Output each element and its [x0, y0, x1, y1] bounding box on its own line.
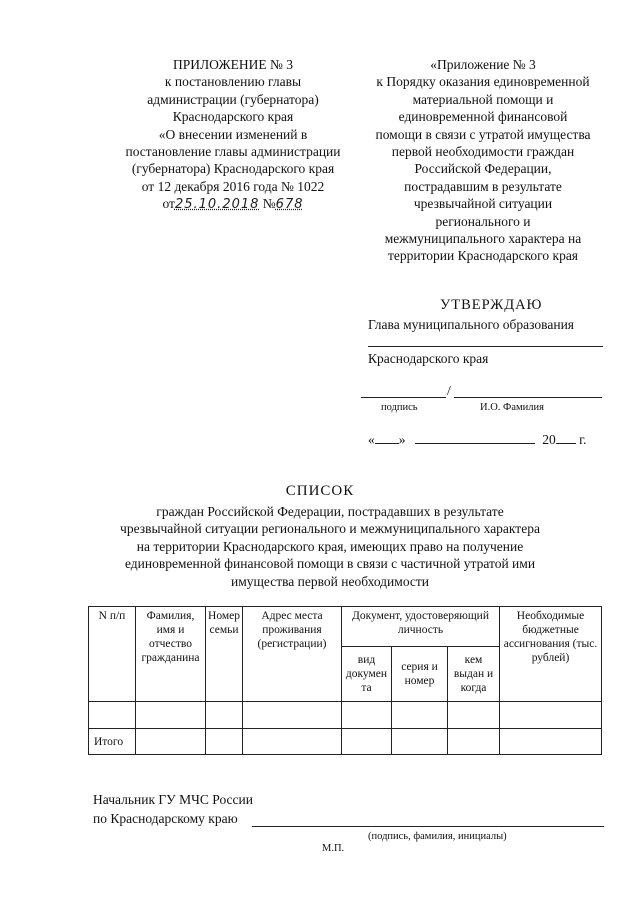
appendix-right-line: Российской Федерации, — [414, 161, 552, 177]
appendix-left-line: администрации (губернатора) — [147, 91, 319, 107]
table-total-row — [89, 729, 602, 755]
appendix-right-line: единовременной финансовой — [398, 109, 568, 125]
header-document: Документ, удостоверяющий личность — [342, 607, 500, 647]
name-caption: И.О. Фамилия — [480, 402, 544, 413]
day-blank — [375, 443, 399, 444]
approval-position: Глава муниципального образования — [368, 317, 575, 332]
appendix-right-line: межмуниципального характера на — [384, 231, 582, 247]
month-blank — [415, 443, 535, 444]
appendix-right-line: первой необходимости граждан — [391, 144, 575, 160]
signature-slash: / — [447, 383, 451, 398]
table-row — [89, 702, 602, 729]
approval-title: УТВЕРЖДАЮ — [440, 297, 543, 313]
total-label: Итого — [89, 729, 136, 755]
appendix-right-line: к Порядку оказания единовременной — [376, 74, 590, 90]
appendix-right-line: территории Краснодарского края — [387, 248, 579, 264]
header-doc-type: вид докумен та — [342, 647, 392, 702]
header-num: N п/п — [89, 607, 136, 702]
appendix-right-line: регионального и — [435, 213, 531, 229]
document-title: СПИСОК — [285, 483, 355, 499]
name-rule — [454, 397, 602, 398]
appendix-left-title: ПРИЛОЖЕНИЕ № 3 — [172, 57, 294, 72]
citizens-table — [88, 606, 602, 755]
appendix-right-line: пострадавшим в результате — [404, 178, 562, 194]
header-doc-series: серия и номер — [392, 647, 448, 702]
appendix-right-line: материальной помощи и — [412, 91, 554, 107]
footer-department: по Краснодарскому краю — [93, 811, 238, 826]
appendix-right — [353, 56, 613, 265]
footer-signature-rule — [252, 826, 604, 827]
header-address: Адрес места проживания (регистрации) — [243, 607, 342, 702]
header-family: Номер семьи — [206, 607, 243, 702]
footer-position: Начальник ГУ МЧС России — [93, 792, 253, 807]
appendix-left-line: (губернатора) Краснодарского края — [131, 161, 335, 177]
approval-position-rule — [368, 346, 603, 347]
year-blank — [556, 443, 576, 444]
approval-region: Краснодарского края — [368, 351, 489, 366]
document-subtitle: граждан Российской Федерации, пострадавших в результате чрезвычайной ситуации регионального и межмуниципального характера на территории Краснодарского края, имеющих право на получение единовременной финансовой помощи в связи с частичной утратой ими имущества первой необходимости — [120, 504, 540, 589]
stamp-placeholder: М.П. — [322, 843, 345, 854]
header-funds: Необходимые бюджетные ассигнования (тыс. рублей) — [500, 607, 602, 702]
header-name: Фамилия, имя и отчество гражданина — [136, 607, 206, 702]
header-doc-issued: кем выдан и когда — [448, 647, 500, 702]
appendix-left-line: «О внесении изменений в — [158, 126, 308, 142]
appendix-right-line: чрезвычайной ситуации — [413, 196, 553, 212]
handwritten-number: 678 — [275, 197, 304, 213]
appendix-left-line: от 12 декабря 2016 года № 1022 — [141, 178, 325, 194]
signature-rule — [361, 397, 446, 398]
appendix-left-line: к постановлению главы — [164, 74, 302, 90]
footer-caption: (подпись, фамилия, инициалы) — [368, 831, 507, 842]
appendix-left — [103, 56, 363, 214]
signature-caption: подпись — [381, 402, 418, 413]
handwritten-date: 25.10.2018 — [174, 197, 260, 213]
resolution-date-line: от25.10.2018 №678 — [162, 196, 304, 213]
appendix-left-line: Краснодарского края — [172, 109, 294, 125]
appendix-right-title: «Приложение № 3 — [430, 57, 536, 72]
appendix-left-line: постановление главы администрации — [125, 144, 341, 160]
approval-date-line: « » 20 г. — [368, 432, 587, 447]
appendix-right-line: помощи в связи с утратой имущества — [375, 126, 591, 142]
